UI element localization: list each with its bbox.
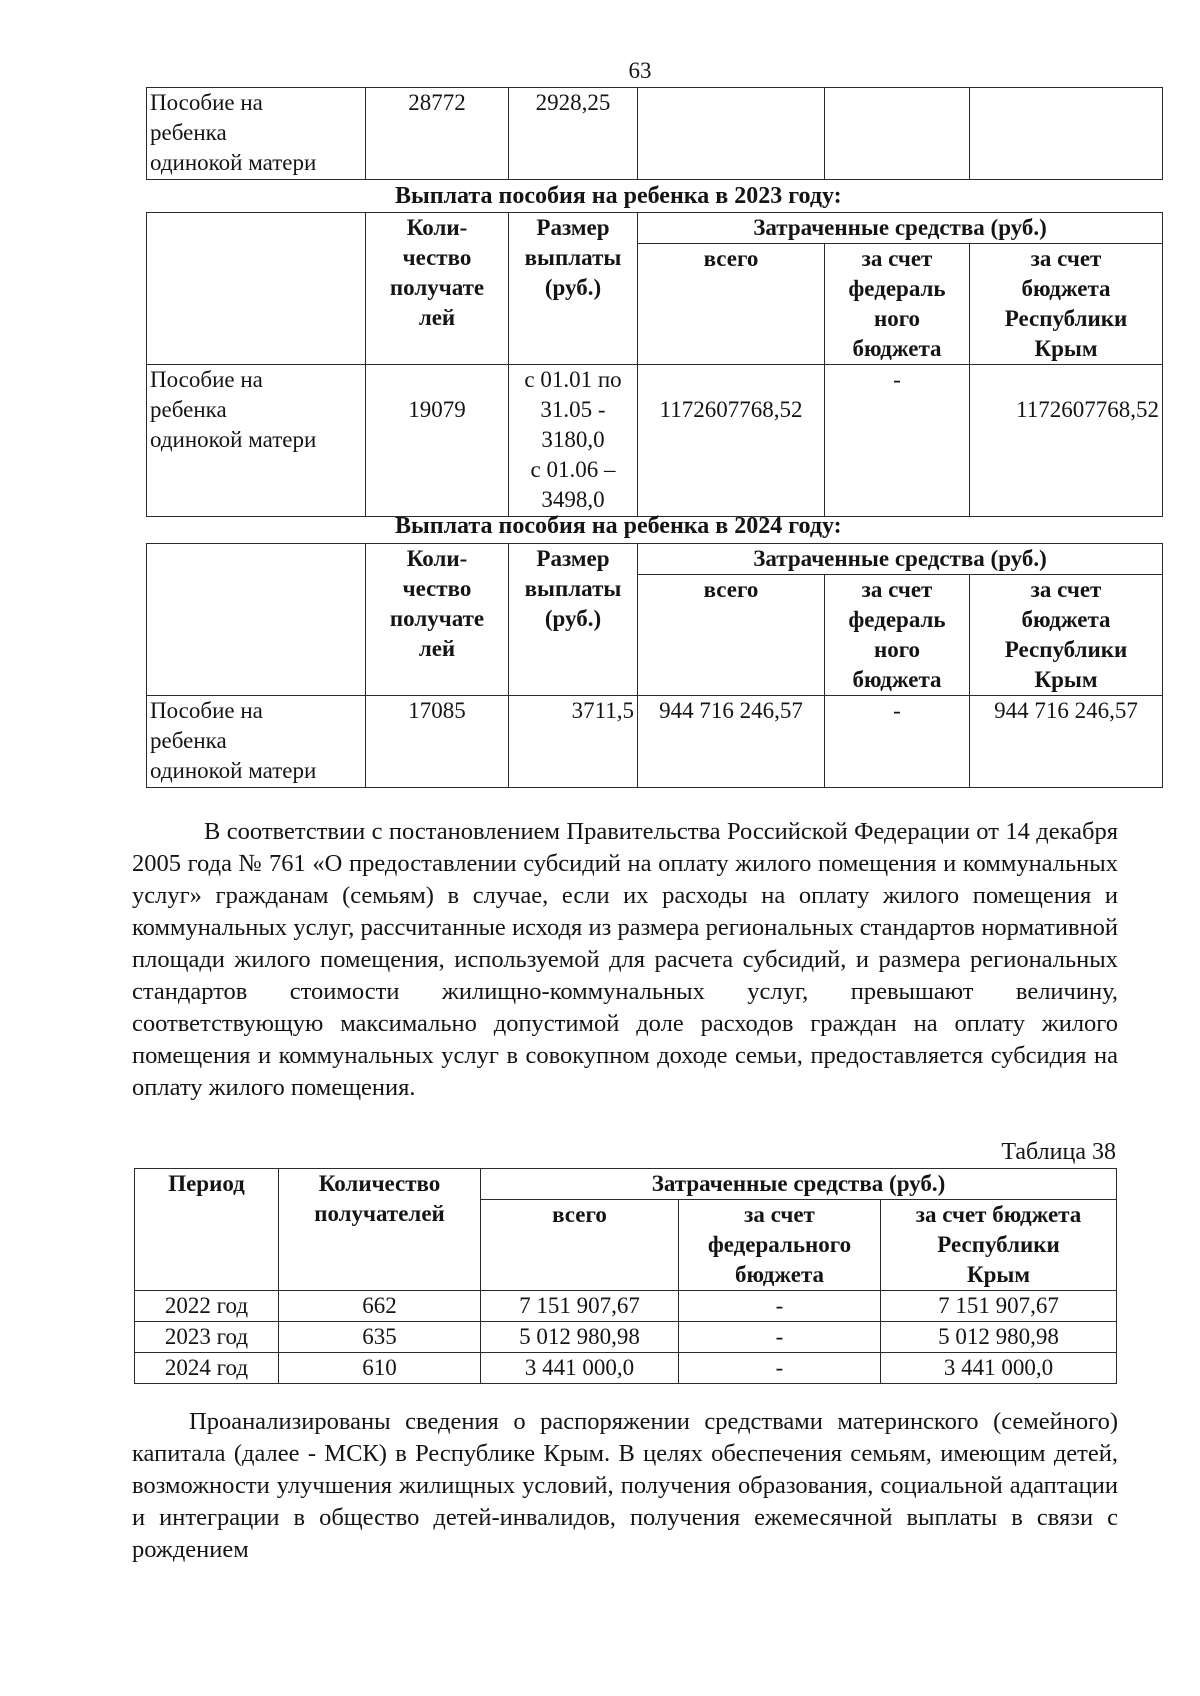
total-cell: 5 012 980,98 (481, 1322, 679, 1353)
header-line: Размер (536, 215, 610, 240)
header-line: бюджета (852, 336, 942, 361)
header-line: за счет бюджета (915, 1202, 1082, 1227)
header-line: за счет (1030, 246, 1102, 271)
crimea-value: 1172607768,52 (1016, 397, 1160, 422)
header-line: за счет (861, 577, 933, 602)
period-cell: 2022 год (135, 1291, 279, 1322)
table-row (135, 1322, 1117, 1353)
header-line: федераль (848, 276, 946, 301)
header-total: всего (638, 575, 825, 696)
table-row (135, 1353, 1117, 1384)
row-label (147, 696, 366, 788)
recipients-cell: 662 (279, 1291, 481, 1322)
header-row (147, 213, 1163, 244)
header-total: всего (481, 1200, 679, 1291)
header-period: Период (135, 1169, 279, 1291)
total-cell (638, 88, 825, 180)
row-label-line: ребенка (150, 120, 227, 145)
recipients-cell: 17085 (366, 696, 509, 788)
payment-line: 3498,0 (541, 487, 605, 512)
header-payment (509, 213, 638, 365)
table-2024-caption: Выплата пособия на ребенка в 2024 году: (395, 513, 842, 539)
federal-cell: - (679, 1322, 881, 1353)
table-2023-caption: Выплата пособия на ребенка в 2023 году: (395, 183, 842, 209)
payment-cell (509, 365, 638, 517)
table-2023 (146, 212, 1163, 517)
total-cell (638, 365, 825, 517)
header-line: бюджета (852, 667, 942, 692)
payment-line: с 01.06 – (530, 457, 616, 482)
header-line: (руб.) (544, 606, 602, 631)
row-label-line: Пособие на (150, 90, 263, 115)
header-payment (509, 544, 638, 696)
row-label-line: одинокой матери (150, 427, 317, 452)
header-line: бюджета (1021, 607, 1111, 632)
crimea-cell: 5 012 980,98 (881, 1322, 1117, 1353)
federal-cell: - (825, 365, 970, 517)
crimea-cell (970, 88, 1163, 180)
row-label (147, 88, 366, 180)
table-38-label: Таблица 38 (1001, 1139, 1116, 1165)
header-line: Коли- (406, 546, 468, 571)
federal-cell: - (679, 1353, 881, 1384)
paragraph-subsidy: В соответствии с постановлением Правительства Российской Федерации от 14 декабря 2005 года № 761 «О предоставлении субсидий на оплату жилого помещения и коммунальных услуг» гражданам (семьям) в случае, если их расходы на оплату жилого помещения и коммунальных услуг, рассчитанные исходя из размера региональных стандартов нормативной площади жилого помещения, используемой для расчета субсидий, и размера региональных стандартов стоимости жилищно-коммунальных услуг, превышают величину, соответствующую максимально допустимой доле расходов граждан на оплату жилого помещения и коммунальных услуг в совокупном доходе семьи, предоставляется субсидия на оплату жилого помещения. (132, 818, 1118, 1101)
header-line: Коли- (406, 215, 468, 240)
table-row (147, 88, 1163, 180)
header-line: Размер (536, 546, 610, 571)
header-line: получате (389, 275, 485, 300)
header-recipients (366, 544, 509, 696)
header-line: Республики (937, 1232, 1060, 1257)
period-cell: 2023 год (135, 1322, 279, 1353)
header-line: чество (402, 245, 472, 270)
total-value: 1172607768,52 (659, 397, 803, 422)
table-38 (134, 1168, 1117, 1384)
header-line: выплаты (524, 245, 622, 270)
header-line: лей (418, 636, 456, 661)
crimea-cell: 3 441 000,0 (881, 1353, 1117, 1384)
header-line: получате (389, 606, 485, 631)
header-recipients (366, 213, 509, 365)
header-line: чество (402, 576, 472, 601)
header-line: бюджета (1021, 276, 1111, 301)
crimea-cell: 7 151 907,67 (881, 1291, 1117, 1322)
page-number: 63 (628, 58, 652, 83)
header-empty-cell (147, 213, 366, 365)
row-label-line: одинокой матери (150, 758, 317, 783)
header-line: за счет (744, 1202, 815, 1227)
header-empty-cell (147, 544, 366, 696)
period-cell: 2024 год (135, 1353, 279, 1384)
header-line: Крым (1034, 667, 1098, 692)
header-line: ного (873, 306, 921, 331)
row-label-line: одинокой матери (150, 150, 317, 175)
header-line: за счет (1030, 577, 1102, 602)
header-recipients (279, 1169, 481, 1291)
header-line: за счет (861, 246, 933, 271)
header-crimea (881, 1200, 1117, 1291)
payment-cell: 2928,25 (509, 88, 638, 180)
table-2024 (146, 543, 1163, 788)
header-spent: Затраченные средства (руб.) (638, 544, 1163, 575)
header-spent: Затраченные средства (руб.) (481, 1169, 1117, 1200)
header-line: Республики (1004, 306, 1128, 331)
recipients-cell: 610 (279, 1353, 481, 1384)
header-line: федерального (707, 1232, 852, 1257)
federal-cell: - (679, 1291, 881, 1322)
header-line: выплаты (524, 576, 622, 601)
recipients-cell: 635 (279, 1322, 481, 1353)
recipients-cell (366, 365, 509, 517)
crimea-cell (970, 365, 1163, 517)
header-federal (825, 575, 970, 696)
crimea-cell: 944 716 246,57 (970, 696, 1163, 788)
header-crimea (970, 575, 1163, 696)
header-line: лей (418, 305, 456, 330)
payment-cell: 3711,5 (509, 696, 638, 788)
header-crimea (970, 244, 1163, 365)
recipients-value: 19079 (408, 397, 466, 422)
header-line: Количество (318, 1171, 441, 1196)
row-label-line: ребенка (150, 728, 227, 753)
header-line: Крым (966, 1262, 1031, 1287)
header-line: Крым (1034, 336, 1098, 361)
total-cell: 3 441 000,0 (481, 1353, 679, 1384)
header-line: (руб.) (544, 275, 602, 300)
total-cell: 7 151 907,67 (481, 1291, 679, 1322)
row-label-line: ребенка (150, 397, 227, 422)
table-row (135, 1291, 1117, 1322)
header-line: бюджета (734, 1262, 825, 1287)
header-spent: Затраченные средства (руб.) (638, 213, 1163, 244)
row-label (147, 365, 366, 517)
payment-line: 31.05 - (540, 397, 606, 422)
payment-line: 3180,0 (541, 427, 605, 452)
header-federal (825, 244, 970, 365)
federal-cell (825, 88, 970, 180)
paragraph-maternity-capital: Проанализированы сведения о распоряжении средствами материнского (семейного) капитала (далее - МСК) в Республике Крым. В целях обеспечения семьям, имеющим детей, возможности улучшения жилищных условий, получения образования, социальной адаптации и интеграции в общество детей-инвалидов, получения ежемесячной выплаты в связи с рождением (132, 1408, 1118, 1563)
recipients-cell: 28772 (366, 88, 509, 180)
header-line: федераль (848, 607, 946, 632)
header-line: ного (873, 637, 921, 662)
continued-table (146, 87, 1163, 180)
federal-cell: - (825, 696, 970, 788)
table-row (147, 696, 1163, 788)
payment-line: с 01.01 по (524, 367, 622, 392)
row-label-line: Пособие на (150, 698, 263, 723)
header-federal (679, 1200, 881, 1291)
header-line: получателей (314, 1201, 445, 1226)
total-cell: 944 716 246,57 (638, 696, 825, 788)
header-total: всего (638, 244, 825, 365)
header-row (135, 1169, 1117, 1200)
header-line: Республики (1004, 637, 1128, 662)
row-label-line: Пособие на (150, 367, 263, 392)
table-row (147, 365, 1163, 517)
header-row (147, 544, 1163, 575)
